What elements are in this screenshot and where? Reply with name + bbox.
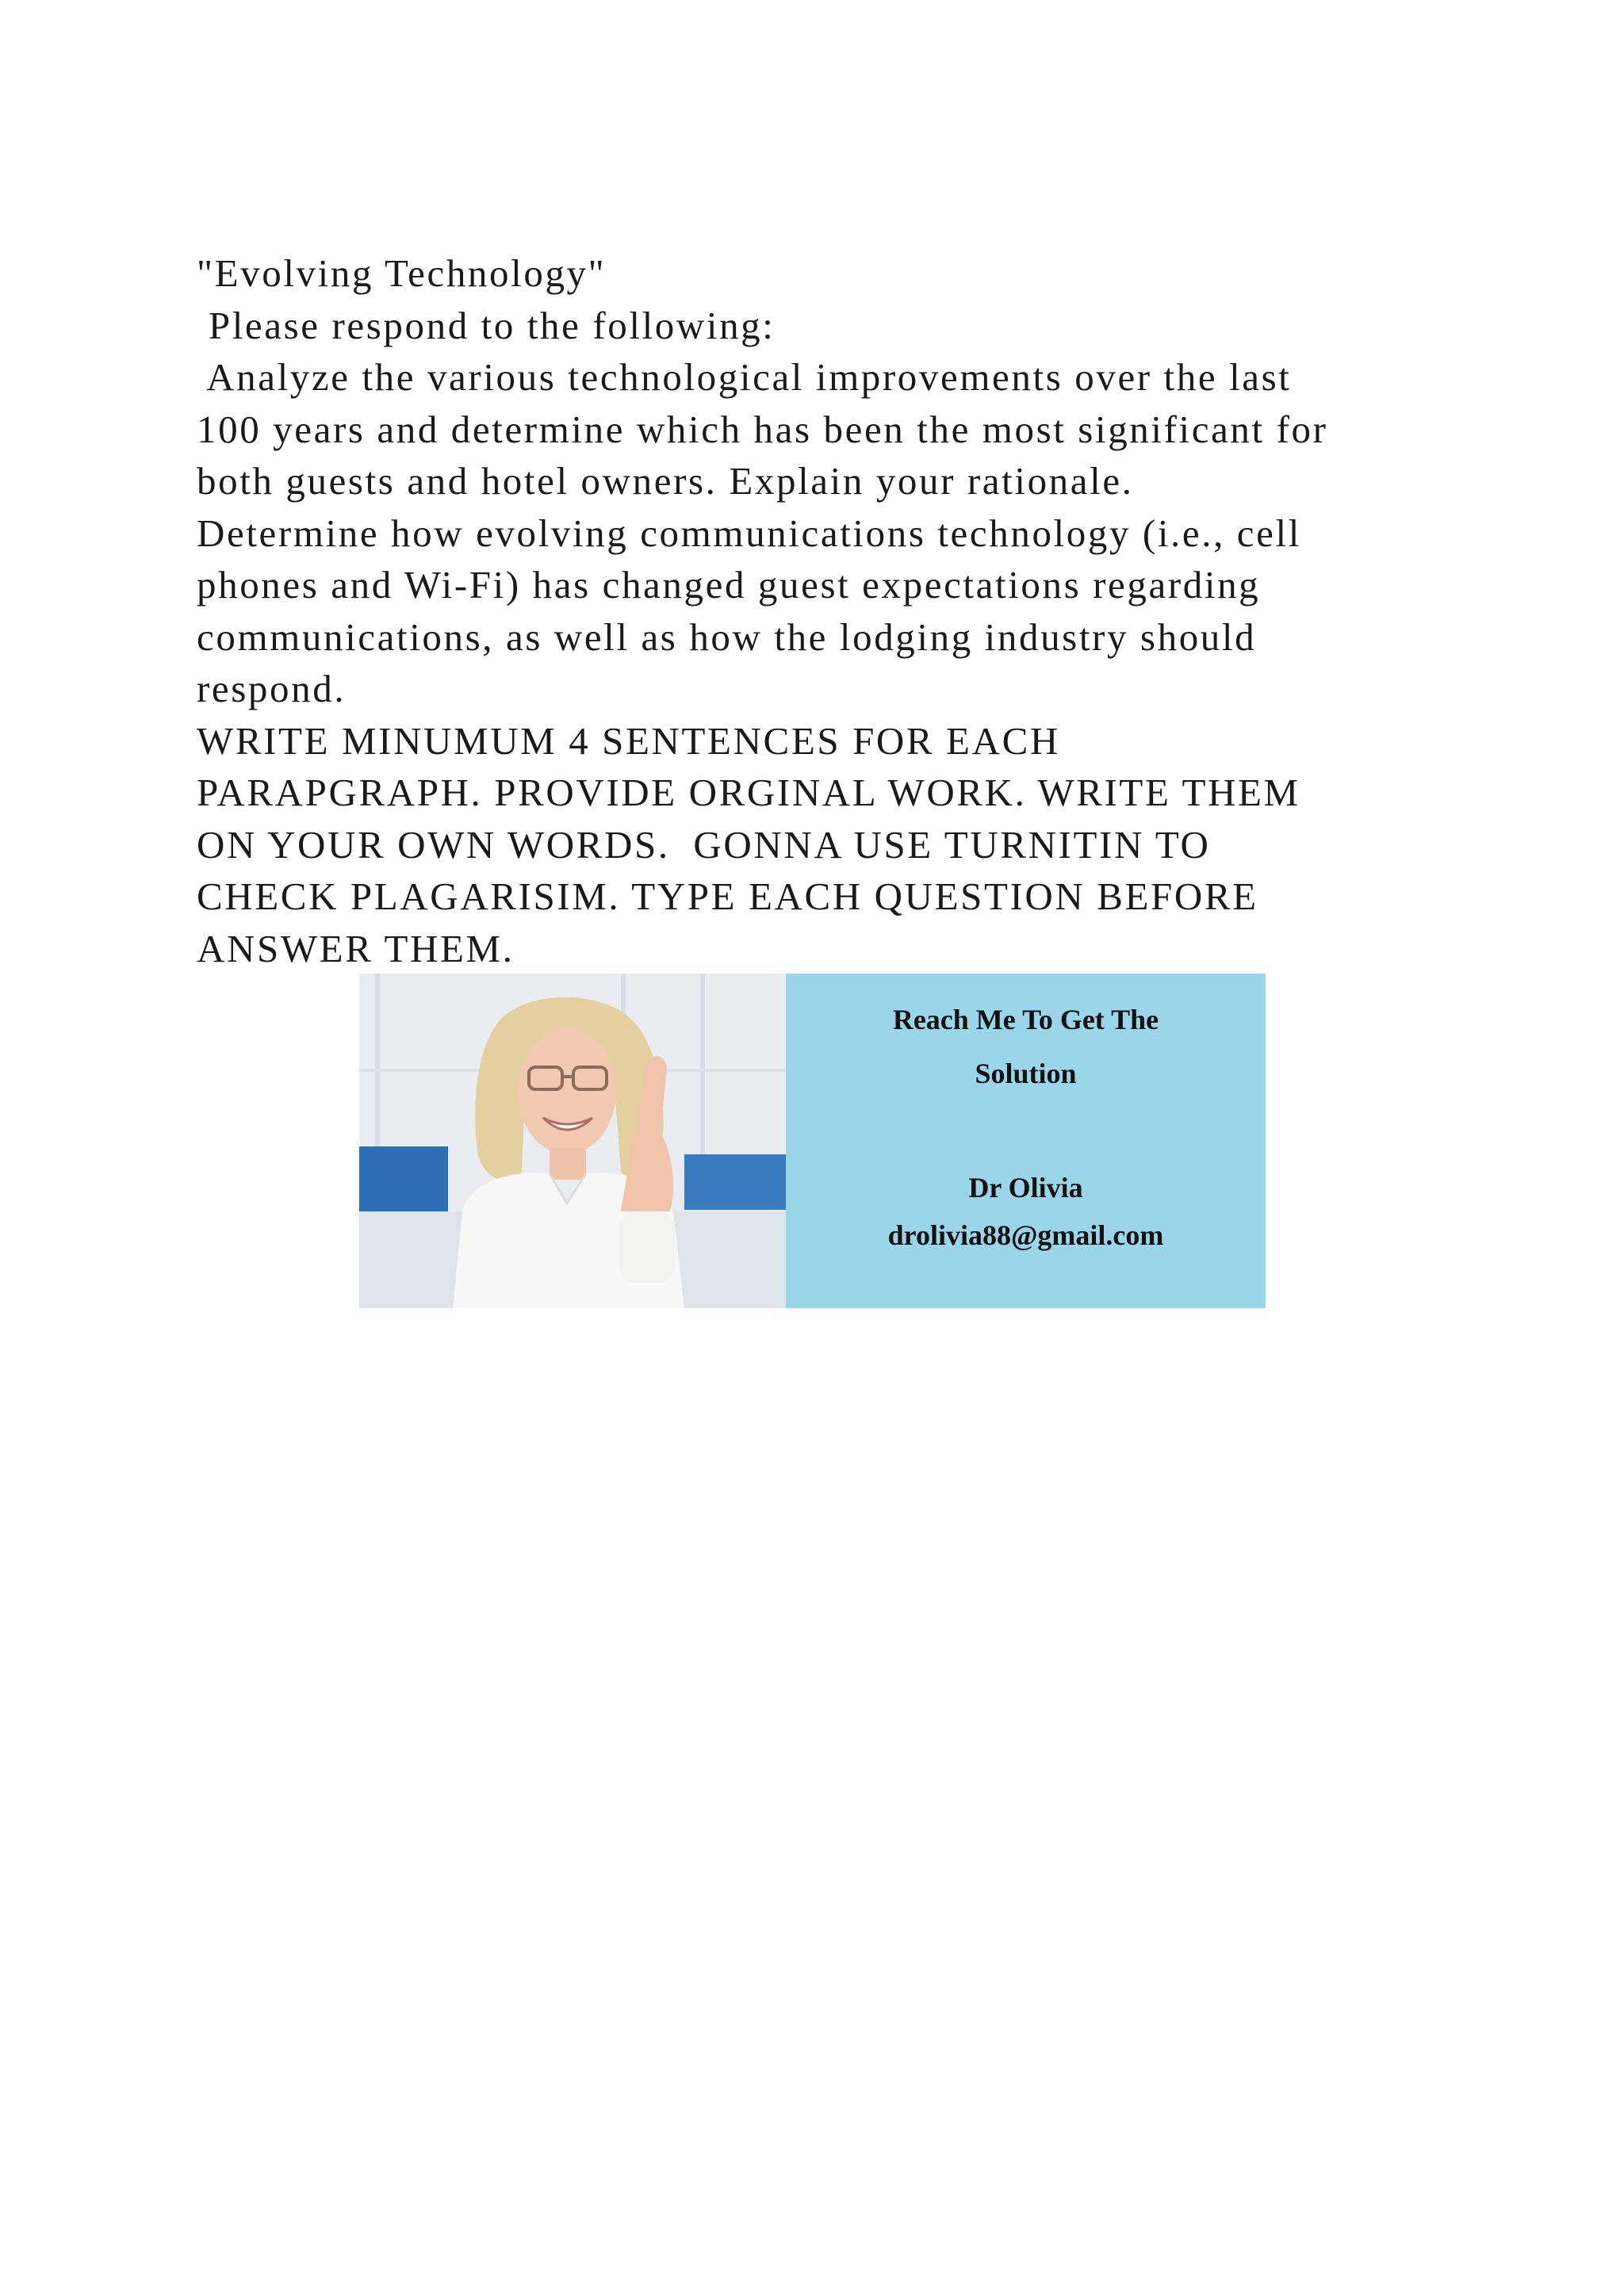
- instruction-line: PARAPGRAPH. PROVIDE ORGINAL WORK. WRITE THEM: [197, 771, 1300, 814]
- document-body: [197, 247, 1465, 974]
- instruction-line: WRITE MINUMUM 4 SENTENCES FOR EACH: [197, 718, 1060, 763]
- text-line: Please respond to the following:: [197, 303, 776, 347]
- text-line: Determine how evolving communications technology (i.e., cell: [197, 511, 1301, 555]
- instruction-line: ON YOUR OWN WORDS. GONNA USE TURNITIN TO: [197, 822, 1211, 867]
- text-line: 100 years and determine which has been the most significant for: [197, 407, 1328, 451]
- woman-illustration: [359, 974, 786, 1308]
- contact-banner: [359, 974, 1266, 1308]
- title-line: "Evolving Technology": [197, 251, 607, 295]
- contact-panel: [786, 974, 1266, 1308]
- contact-name: Dr Olivia: [968, 1172, 1083, 1203]
- text-line: Analyze the various technological improvements over the last: [197, 355, 1292, 399]
- contact-email[interactable]: drolivia88@gmail.com: [887, 1219, 1164, 1251]
- panel-heading-line1: Reach Me To Get The: [892, 1004, 1159, 1035]
- panel-heading-line2: Solution: [975, 1058, 1077, 1089]
- woman-photo: [359, 974, 786, 1308]
- text-line: communications, as well as how the lodging industry should: [197, 614, 1257, 659]
- text-line: both guests and hotel owners. Explain your rationale.: [197, 459, 1134, 503]
- instruction-line: ANSWER THEM.: [197, 926, 515, 970]
- text-line: phones and Wi-Fi) has changed guest expectations regarding: [197, 563, 1261, 607]
- instruction-line: CHECK PLAGARISIM. TYPE EACH QUESTION BEFORE: [197, 874, 1258, 918]
- text-line: respond.: [197, 667, 347, 710]
